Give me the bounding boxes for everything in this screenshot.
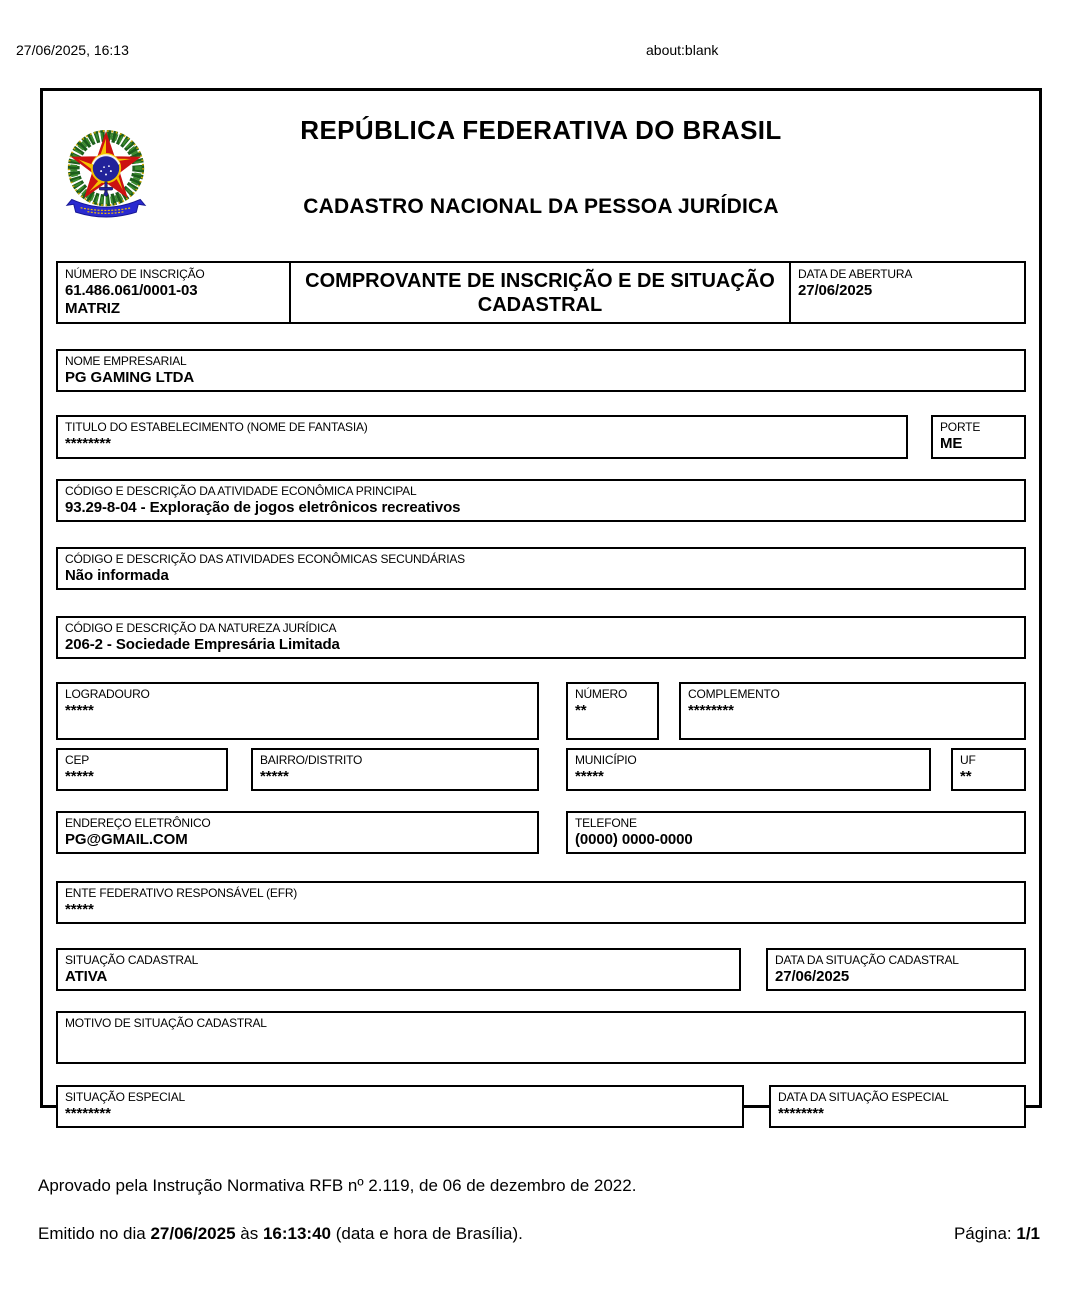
- page-indicator: [954, 1224, 1040, 1244]
- field-efr: [56, 881, 1026, 924]
- inscription-type-value: MATRIZ: [65, 300, 120, 317]
- emission-time: 16:13:40: [262, 1224, 332, 1243]
- field-label: NÚMERO DE INSCRIÇÃO: [65, 267, 205, 281]
- field-phone: [566, 811, 1026, 854]
- field-company-name: [56, 349, 1026, 392]
- field-label: MUNICÍPIO: [575, 753, 637, 767]
- zip-value: *****: [65, 768, 94, 785]
- field-label: DATA DA SITUAÇÃO CADASTRAL: [775, 953, 959, 967]
- emission-date: 27/06/2025: [150, 1224, 236, 1243]
- inscription-number-value: 61.486.061/0001-03: [65, 282, 198, 299]
- company-name-value: PG GAMING LTDA: [65, 369, 195, 386]
- field-district: [251, 748, 539, 791]
- field-special-status-date: [769, 1085, 1026, 1128]
- field-label: TITULO DO ESTABELECIMENTO (NOME DE FANTASIA): [65, 420, 368, 434]
- field-label: CÓDIGO E DESCRIÇÃO DAS ATIVIDADES ECONÔMICAS SECUNDÁRIAS: [65, 552, 465, 566]
- field-secondary-activities: [56, 547, 1026, 590]
- emission-note: [38, 1224, 523, 1244]
- opening-date-value: 27/06/2025: [798, 282, 873, 299]
- print-datetime: 27/06/2025, 16:13: [16, 42, 129, 58]
- number-value: **: [575, 702, 587, 719]
- field-label: DATA DE ABERTURA: [798, 267, 913, 281]
- street-value: *****: [65, 702, 94, 719]
- secondary-activities-value: Não informada: [65, 567, 169, 584]
- emission-row: [38, 1224, 1040, 1244]
- legal-nature-value: 206-2 - Sociedade Empresária Limitada: [65, 636, 340, 653]
- emission-suffix: (data e hora de Brasília).: [331, 1224, 523, 1243]
- field-label: ENDEREÇO ELETRÔNICO: [65, 816, 211, 830]
- field-label: CÓDIGO E DESCRIÇÃO DA NATUREZA JURÍDICA: [65, 621, 337, 635]
- field-email: [56, 811, 539, 854]
- field-label: LOGRADOURO: [65, 687, 150, 701]
- phone-value: (0000) 0000-0000: [575, 831, 693, 848]
- field-zip: [56, 748, 228, 791]
- field-legal-nature: [56, 616, 1026, 659]
- state-value: **: [960, 768, 972, 785]
- document-title: REPÚBLICA FEDERATIVA DO BRASIL: [300, 115, 782, 145]
- approval-note: Aprovado pela Instrução Normativa RFB nº 2.119, de 06 de dezembro de 2022.: [38, 1176, 637, 1195]
- field-label: NOME EMPRESARIAL: [65, 354, 187, 368]
- field-opening-date: [791, 263, 1024, 322]
- field-state: [951, 748, 1026, 791]
- field-label: MOTIVO DE SITUAÇÃO CADASTRAL: [65, 1016, 267, 1030]
- field-registration-status: [56, 948, 741, 991]
- field-number: [566, 682, 659, 740]
- email-value: PG@GMAIL.COM: [65, 831, 188, 848]
- certificate-title: COMPROVANTE DE INSCRIÇÃO E DE SITUAÇÃO CADASTRAL: [305, 270, 775, 316]
- field-company-size: [931, 415, 1026, 459]
- complement-value: ********: [688, 702, 734, 719]
- field-label: BAIRRO/DISTRITO: [260, 753, 363, 767]
- emission-prefix: Emitido no dia: [38, 1224, 151, 1243]
- print-url: about:blank: [646, 42, 719, 58]
- field-special-status: [56, 1085, 744, 1128]
- registration-status-value: ATIVA: [65, 968, 108, 985]
- emission-middle: às: [235, 1224, 263, 1243]
- field-label: SITUAÇÃO CADASTRAL: [65, 953, 199, 967]
- field-trade-name: [56, 415, 908, 459]
- field-main-activity: [56, 479, 1026, 522]
- field-label: TELEFONE: [575, 816, 637, 830]
- special-status-value: ********: [65, 1105, 111, 1122]
- company-size-value: ME: [940, 435, 963, 452]
- document-masthead: [56, 91, 1026, 261]
- field-label: ENTE FEDERATIVO RESPONSÁVEL (EFR): [65, 886, 298, 900]
- field-complement: [679, 682, 1026, 740]
- field-street: [56, 682, 539, 740]
- field-label: CÓDIGO E DESCRIÇÃO DA ATIVIDADE ECONÔMICA PRINCIPAL: [65, 484, 417, 498]
- field-label: COMPLEMENTO: [688, 687, 780, 701]
- field-registration-status-date: [766, 948, 1026, 991]
- page-value: 1/1: [1016, 1224, 1040, 1243]
- field-label: SITUAÇÃO ESPECIAL: [65, 1090, 185, 1104]
- city-value: *****: [575, 768, 604, 785]
- page-label: Página:: [953, 1224, 1017, 1243]
- document-subtitle: CADASTRO NACIONAL DA PESSOA JURÍDICA: [303, 195, 779, 218]
- header-row: [56, 261, 1026, 324]
- field-label: DATA DA SITUAÇÃO ESPECIAL: [778, 1090, 949, 1104]
- field-label: NÚMERO: [575, 687, 628, 701]
- field-label: PORTE: [940, 420, 981, 434]
- certificate-title-cell: [291, 263, 791, 322]
- trade-name-value: ********: [65, 435, 111, 452]
- field-label: CEP: [65, 753, 90, 767]
- cnpj-certificate: [40, 88, 1042, 1122]
- main-activity-value: 93.29-8-04 - Exploração de jogos eletrônicos recreativos: [65, 499, 461, 516]
- field-status-reason: [56, 1011, 1026, 1064]
- special-status-date-value: ********: [778, 1105, 824, 1122]
- district-value: *****: [260, 768, 289, 785]
- field-label: UF: [960, 753, 976, 767]
- registration-status-date-value: 27/06/2025: [775, 968, 850, 985]
- field-inscription-number: [58, 263, 291, 322]
- brazil-coat-of-arms-icon: [62, 125, 150, 223]
- efr-value: *****: [65, 901, 94, 918]
- field-city: [566, 748, 931, 791]
